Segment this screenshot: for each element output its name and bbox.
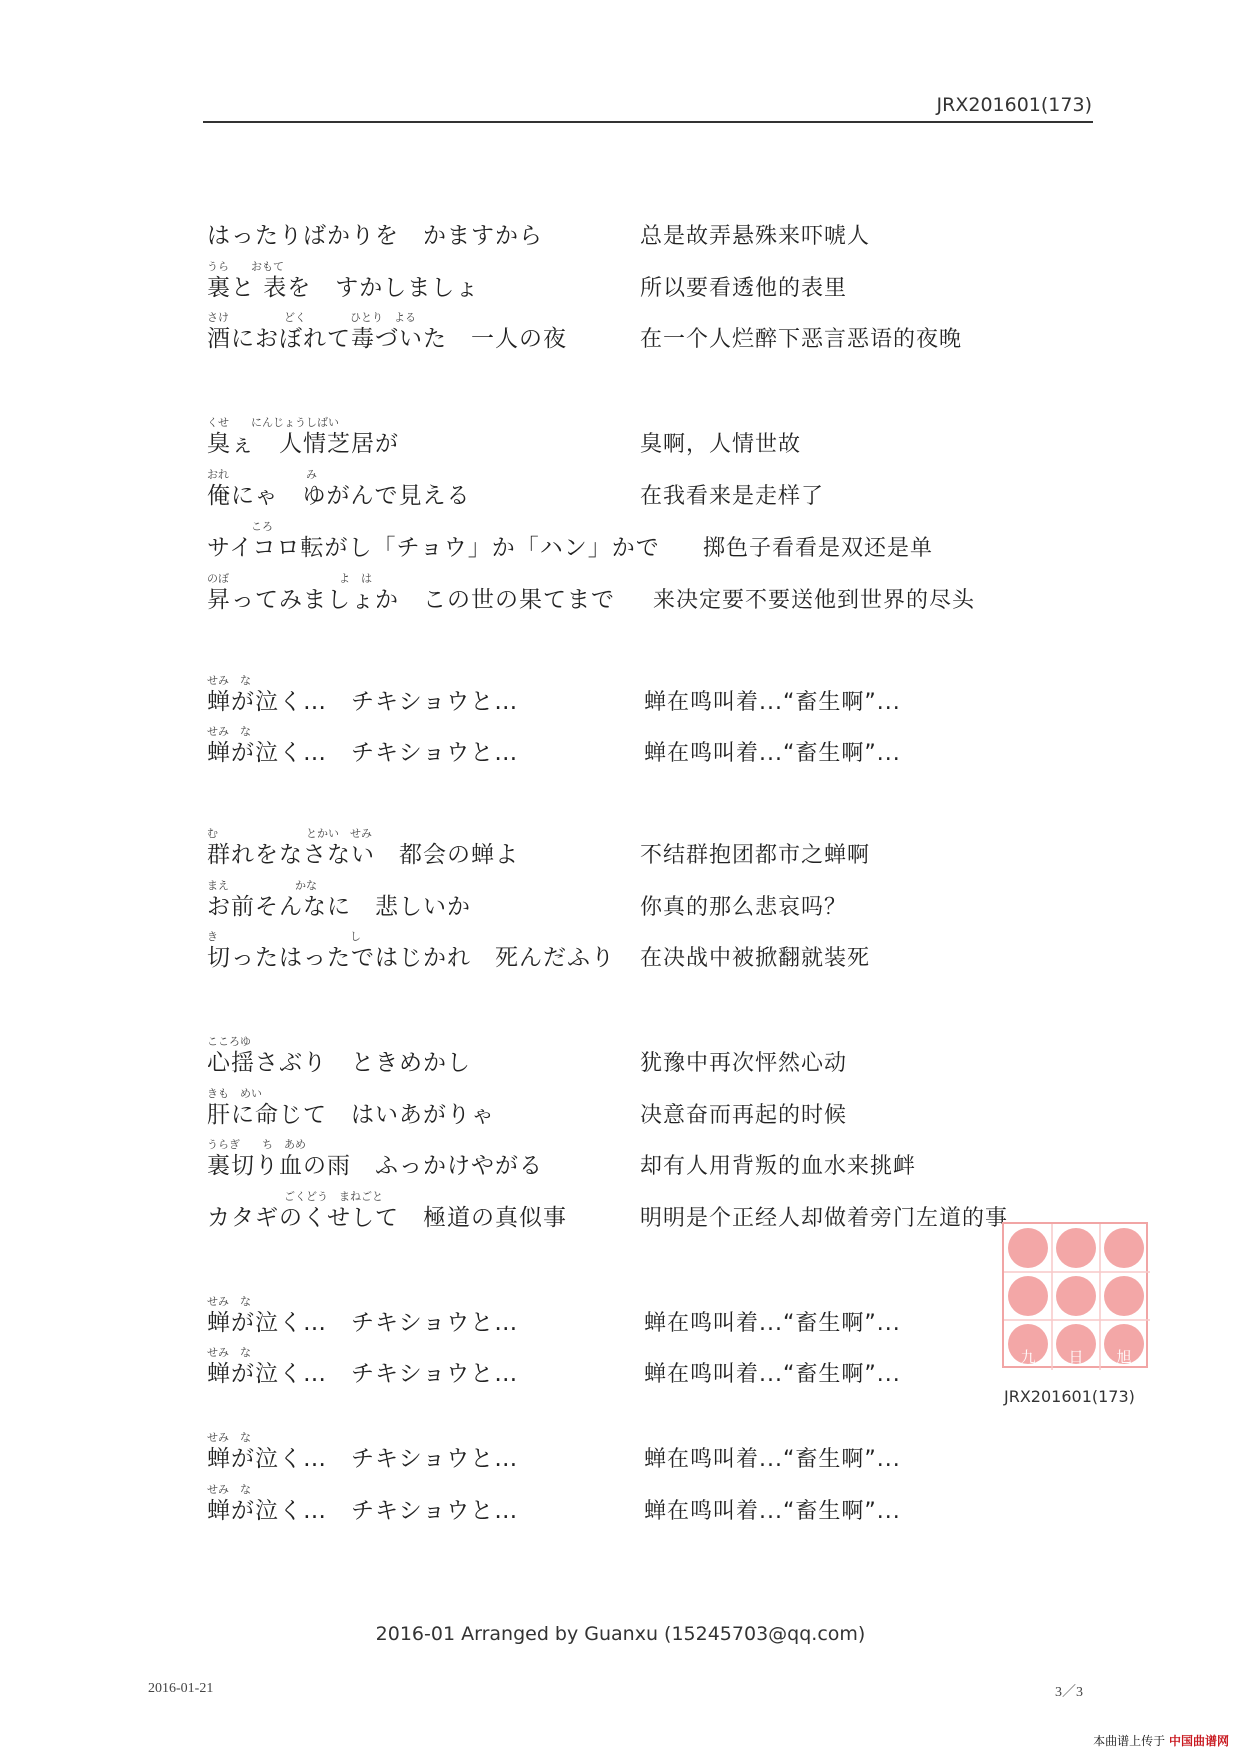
chinese-translation: 臭啊，人情世故 (640, 432, 802, 457)
japanese-lyric: 蝉が泣く… チキショウと… (207, 1498, 519, 1524)
furigana: くせ にんじょうしばい (207, 416, 339, 429)
chinese-translation: 却有人用背叛的血水来挑衅 (640, 1154, 917, 1179)
chinese-translation: 蝉在鸣叫着...“畜生啊”... (644, 1499, 901, 1524)
furigana: せみ な (207, 1346, 251, 1359)
chinese-translation: 蝉在鸣叫着...“畜生啊”... (644, 741, 901, 766)
seal-char: 旭 (1116, 1348, 1132, 1366)
chinese-translation: 决意奋而再起的时候 (640, 1103, 848, 1128)
chinese-translation: 你真的那么悲哀吗？ (640, 895, 848, 920)
japanese-lyric: 俺にゃ ゆがんで見える (207, 483, 471, 509)
lyric-line (0, 1140, 1241, 1180)
site-logo[interactable]: 中国曲谱网 (1168, 1734, 1229, 1748)
japanese-lyric: 蝉が泣く… チキショウと… (207, 1446, 519, 1472)
furigana: うらぎ ち あめ (207, 1138, 306, 1151)
furigana: せみ な (207, 674, 251, 687)
japanese-lyric: 蝉が泣く… チキショウと… (207, 1310, 519, 1336)
furigana: うら おもて (207, 260, 284, 273)
lyric-line (0, 932, 1241, 972)
japanese-lyric: 臭ぇ 人情芝居が (207, 431, 399, 457)
arranger-credit: 2016-01 Arranged by Guanxu (15245703@qq.com) (375, 1623, 866, 1645)
header-code: JRX201601(173) (936, 94, 1092, 116)
furigana: こころゆ (207, 1035, 251, 1048)
lyric-line (0, 1037, 1241, 1077)
upload-notice (1093, 1732, 1229, 1749)
furigana: せみ な (207, 725, 251, 738)
japanese-lyric: 蝉が泣く… チキショウと… (207, 740, 519, 766)
chinese-translation: 犹豫中再次怦然心动 (640, 1051, 848, 1076)
lyric-line (0, 881, 1241, 921)
lyric-line (0, 727, 1241, 767)
lyric-line (0, 470, 1241, 510)
japanese-lyric: サイコロ転がし「チョウ」か「ハン」かで (207, 535, 660, 561)
chinese-translation: 不结群抱团都市之蝉啊 (640, 843, 871, 868)
lyric-line (0, 1485, 1241, 1525)
furigana: き し (207, 930, 361, 943)
furigana: む とかい せみ (207, 827, 372, 840)
seal-caption: JRX201601(173) (1004, 1387, 1135, 1406)
chinese-translation: 来决定要不要送他到世界的尽头 (653, 588, 976, 613)
lyric-line (0, 210, 1241, 250)
chinese-translation: 掷色子看看是双还是单 (703, 536, 934, 561)
lyric-line (0, 418, 1241, 458)
lyric-line (0, 313, 1241, 353)
page-number: 3／3 (1055, 1685, 1083, 1700)
japanese-lyric: 蝉が泣く… チキショウと… (207, 689, 519, 715)
seal-stamp (1002, 1222, 1148, 1368)
japanese-lyric: 切ったはったではじかれ 死んだふり (207, 945, 615, 971)
chinese-translation: 所以要看透他的表里 (640, 276, 848, 301)
seal-char: 日 (1068, 1348, 1084, 1366)
upload-prefix: 本曲谱上传于 (1093, 1734, 1166, 1748)
chinese-translation: 在一个人烂醉下恶言恶语的夜晚 (640, 327, 963, 352)
furigana: せみ な (207, 1431, 251, 1444)
chinese-translation: 蝉在鸣叫着...“畜生啊”... (644, 1311, 901, 1336)
chinese-translation: 蝉在鸣叫着...“畜生啊”... (644, 690, 901, 715)
lyric-line (0, 574, 1241, 614)
japanese-lyric: 裏切り血の雨 ふっかけやがる (207, 1153, 543, 1179)
lyric-line (0, 262, 1241, 302)
seal-graphic (1004, 1224, 1150, 1370)
japanese-lyric: 肝に命じて はいあがりゃ (207, 1102, 495, 1128)
japanese-lyric: 酒におぼれて毒づいた 一人の夜 (207, 326, 567, 352)
japanese-lyric: 群れをなさない 都会の蝉よ (207, 842, 519, 868)
chinese-translation: 明明是个正经人却做着旁门左道的事 (640, 1206, 1009, 1231)
seal-char: 九 (1020, 1348, 1036, 1366)
lyric-line (0, 522, 1241, 562)
japanese-lyric: お前そんなに 悲しいか (207, 894, 471, 920)
japanese-lyric: 裏と 表を すかしましょ (207, 275, 480, 301)
japanese-lyric: はったりばかりを かますから (207, 223, 543, 249)
furigana: せみ な (207, 1295, 251, 1308)
footer-date: 2016-01-21 (148, 1681, 214, 1696)
japanese-lyric: 昇ってみましょか この世の果てまで (207, 587, 615, 613)
lyric-line (0, 1433, 1241, 1473)
lyric-line (0, 1089, 1241, 1129)
japanese-lyric: 蝉が泣く… チキショウと… (207, 1361, 519, 1387)
chinese-translation: 总是故弄悬殊来吓唬人 (640, 224, 871, 249)
furigana: おれ み (207, 468, 317, 481)
furigana: きも めい (207, 1087, 262, 1100)
lyric-line (0, 829, 1241, 869)
furigana: のぼ よ は (207, 572, 372, 585)
furigana: せみ な (207, 1483, 251, 1496)
chinese-translation: 蝉在鸣叫着...“畜生啊”... (644, 1447, 901, 1472)
chinese-translation: 在决战中被掀翻就装死 (640, 946, 871, 971)
lyric-line (0, 676, 1241, 716)
furigana: ころ (207, 520, 273, 533)
furigana: ごくどう まねごと (207, 1190, 383, 1203)
chinese-translation: 蝉在鸣叫着...“畜生啊”... (644, 1362, 901, 1387)
furigana: まえ かな (207, 879, 317, 892)
furigana: さけ どく ひとり よる (207, 311, 416, 324)
japanese-lyric: カタギのくせして 極道の真似事 (207, 1205, 567, 1231)
chinese-translation: 在我看来是走样了 (640, 484, 825, 509)
japanese-lyric: 心揺さぶり ときめかし (207, 1050, 471, 1076)
